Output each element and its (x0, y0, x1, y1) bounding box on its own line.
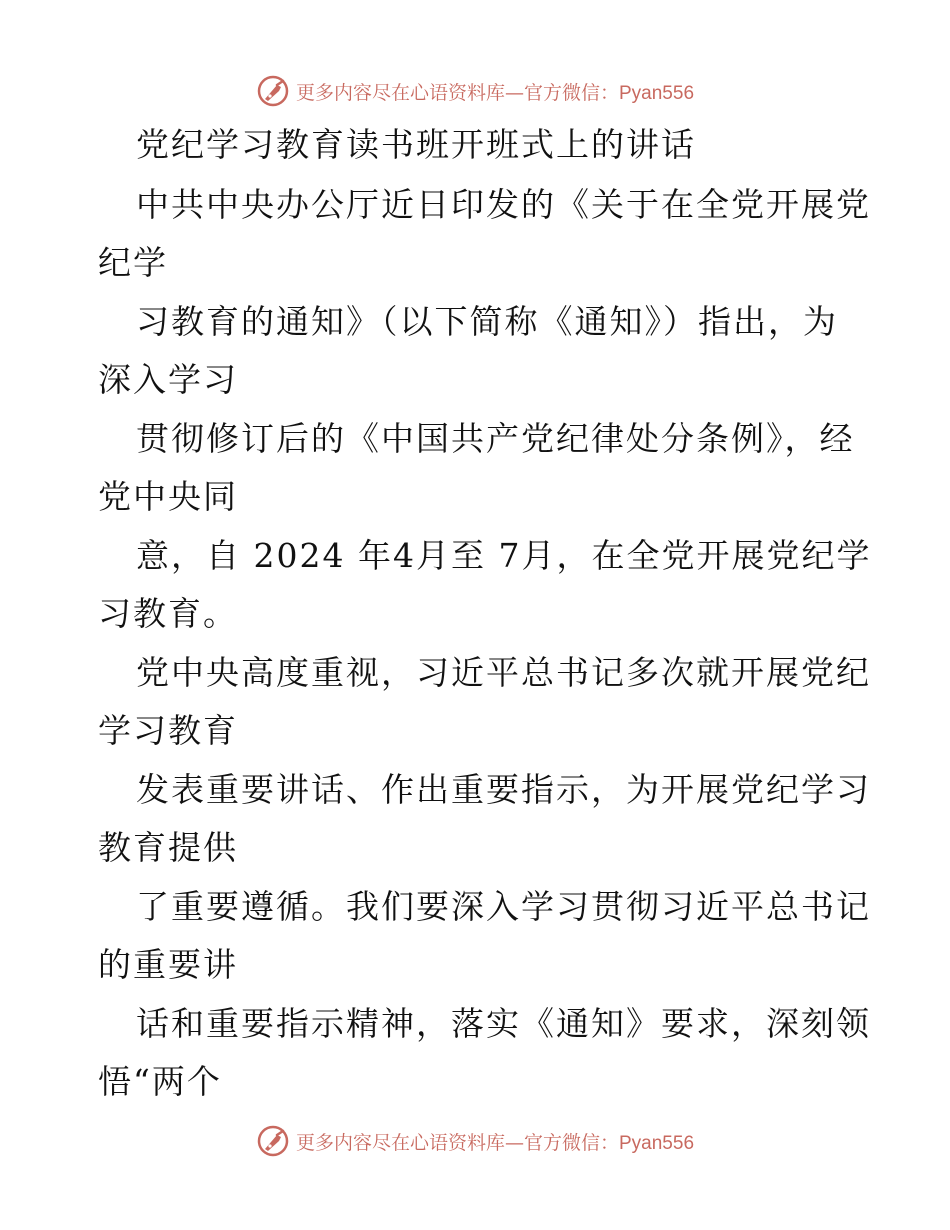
text-line: 发表重要讲话、作出重要指示，为开展党纪学习 (136, 770, 871, 809)
footer-watermark (0, 1121, 950, 1161)
watermark-text: 更多内容尽在心语资料库—官方微信：Pyan556 (295, 81, 695, 104)
text-line: 悟“两个 (98, 1062, 222, 1101)
watermark-handle: Pyan556 (619, 82, 695, 104)
text-line: 纪学 (98, 243, 168, 282)
text-line: 习教育。 (98, 594, 238, 633)
watermark-text: 更多内容尽在心语资料库—官方微信：Pyan556 (295, 1131, 695, 1154)
text-line: 话和重要指示精神，落实《通知》要求，深刻领 (136, 1004, 871, 1043)
header-watermark (0, 71, 950, 111)
pen-nib-logo-icon (256, 1124, 290, 1158)
watermark-handle: Pyan556 (619, 1132, 695, 1154)
text-line: 教育提供 (98, 828, 238, 867)
text-line: 党中央高度重视，习近平总书记多次就开展党纪 (136, 653, 871, 692)
text-line: 习教育的通知》（以下简称《通知》）指出，为 (136, 302, 838, 341)
text-line: 的重要讲 (98, 945, 238, 984)
document-title: 党纪学习教育读书班开班式上的讲话 (136, 125, 696, 164)
text-line: 意，自 2024 年4月至 7月，在全党开展党纪学 (136, 536, 872, 575)
text-line: 党中央同 (98, 477, 238, 516)
text-line: 学习教育 (98, 711, 238, 750)
text-line: 深入学习 (98, 360, 238, 399)
text-line: 了重要遵循。我们要深入学习贯彻习近平总书记 (136, 887, 871, 926)
text-line: 中共中央办公厅近日印发的《关于在全党开展党 (136, 185, 871, 224)
text-line: 贯彻修订后的《中国共产党纪律处分条例》，经 (136, 419, 855, 458)
pen-nib-logo-icon (256, 74, 290, 108)
